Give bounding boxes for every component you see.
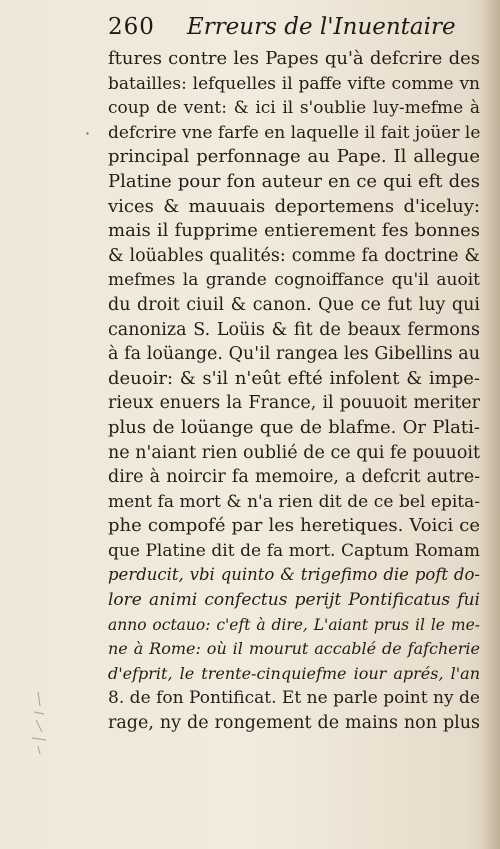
text-line: mefmes la grande cognoiffance qu'il auoit (108, 270, 480, 291)
text-line: & loüables qualités: comme fa doctrine & (108, 245, 480, 266)
text-line: vices & mauuais deportemens d'iceluy: (108, 195, 480, 217)
text-line: canoniza S. Loüis & fit de beaux fermons (108, 319, 480, 340)
text-line: perducit, vbi quinto & trigefimo die poft do- (108, 565, 480, 585)
text-line: defcrire vne farfe en laquelle il fait joüer le (108, 122, 481, 143)
text-line: batailles: lefquelles il paffe vifte comme vn (108, 73, 480, 94)
text-line: deuoir: & s'il n'eût efté infolent & impe- (108, 367, 480, 389)
text-line: que Platine dit de fa mort. Captum Romam (108, 540, 480, 561)
text-line: phe compofé par les heretiques. Voici ce (108, 515, 480, 537)
text-line: rage, ny de rongement de mains non plus (108, 713, 480, 734)
running-title: Erreurs de l'Inuentaire (186, 14, 456, 40)
text-line: du droit ciuil & canon. Que ce fut luy qui (108, 294, 480, 315)
text-line: anno octauo: c'eft à dire, L'aiant prus il le me- (108, 615, 480, 634)
text-line: à fa loüange. Qu'il rangea les Gibellins au (108, 344, 480, 365)
text-line: ne n'aiant rien oublié de ce qui fe pouuoit (108, 442, 480, 463)
running-head (108, 14, 488, 44)
text-line: 8. de fon Pontificat. Et ne parle point ny de (108, 688, 480, 709)
text-line: dire à noircir fa memoire, a defcrit autre- (108, 467, 480, 488)
body-text (108, 47, 480, 736)
text-line: d'efprit, le trente-cinquiefme iour aprés, l'an (108, 663, 480, 683)
text-line: ne à Rome: où il mourut accablé de fafcherie (108, 639, 480, 659)
text-line: Platine pour fon auteur en ce qui eft des (108, 170, 480, 192)
text-line: principal perfonnage au Pape. Il allegue (108, 146, 480, 168)
text-line: rieux enuers la France, il pouuoit meriter (108, 393, 480, 414)
text-line: plus de loüange que de blafme. Or Plati- (108, 416, 480, 438)
text-line: lore animi confectus perijt Pontificatus fui (108, 590, 480, 611)
text-line: ftures contre les Papes qu'à defcrire des (108, 48, 480, 69)
margin-mark: · (85, 124, 91, 143)
margin-ink-marks (18, 688, 58, 758)
page-number: 260 (108, 14, 155, 40)
text-line: ment fa mort & n'a rien dit de ce bel epita- (108, 491, 480, 512)
page-edge-shadow (482, 0, 500, 849)
text-line: coup de vent: & ici il s'oublie luy-mefme à (108, 98, 480, 119)
text-line: mais il fupprime entierement fes bonnes (108, 220, 480, 242)
